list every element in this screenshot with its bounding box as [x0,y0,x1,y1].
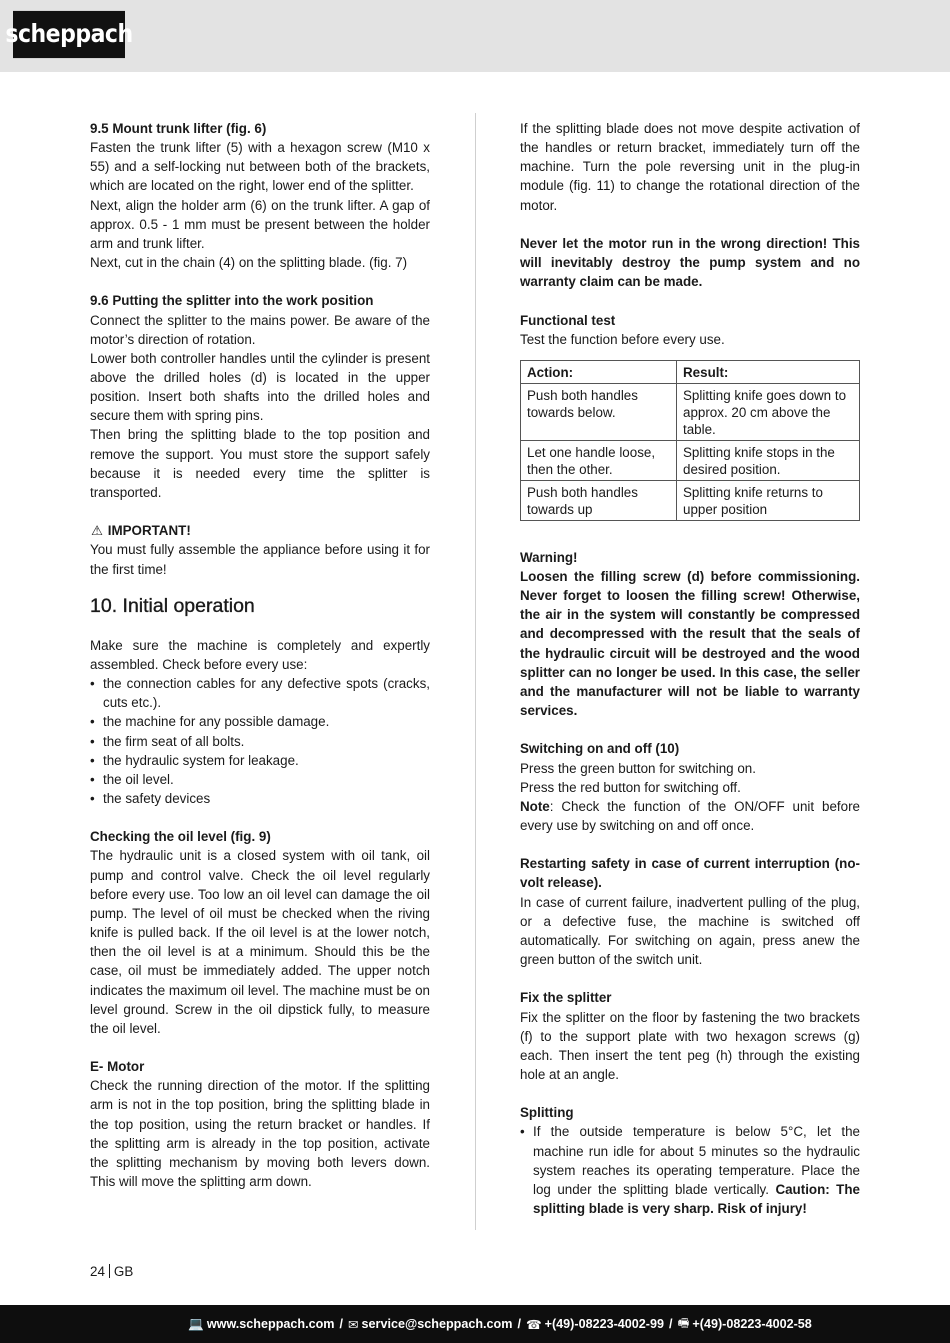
list-item: • the safety devices [90,789,430,808]
footer-separator: / [339,1317,343,1331]
warning-text: Loosen the filling screw (d) before commissioning. Never forget to loosen the filling screw! Otherwise, the air in the system will constantly be compressed and decompressed with the result that the seals of the hydraulic circuit will be destroyed and the wood splitter can no longer be used. In this case, the seller and the manufacturer will not be liable to warranty services. [520,569,860,719]
fax-icon: 🖷 [677,1315,690,1330]
footer-phone: +(49)-08223-4002-99 [544,1317,665,1331]
table-cell: Splitting knife returns to upper position [677,480,860,520]
warning-title: Warning! [520,549,578,565]
page-number-divider [109,1264,110,1278]
splitting-title: Splitting [520,1105,574,1121]
section-9-6-paragraph-3: Then bring the splitting blade to the top position and remove the support. You must store the support safely because it is needed every time the splitter is transported. [90,427,430,500]
logo-text: scheppach [5,20,133,49]
oil-level-title: Checking the oil level (fig. 9) [90,829,271,845]
motor-continued-text: If the splitting blade does not move despite activation of the handles or return bracket, immediately turn off the machine. Turn the pole reversing unit in the plug-in module (fig. 11) to change the rotational direction of the motor. [520,121,860,213]
functional-test-table [520,360,860,521]
never-wrong-direction-warning: Never let the motor run in the wrong direction! This will inevitably destroy the pump system and no warranty claim can be made. [520,235,860,290]
important-heading [90,521,430,540]
left-column [90,119,430,1191]
list-item: • the connection cables for any defective spots (cracks, cuts etc.). [90,674,430,712]
list-item: • the firm seat of all bolts. [90,732,430,751]
splitting-text: If the outside temperature is below 5°C, let the machine run idle for about 5 minutes so the hydraulic system reaches its operating temperature. Place the log under the splitting blade vertically. [533,1124,860,1197]
footer-email-link[interactable]: service@scheppach.com [361,1317,513,1331]
table-row [521,383,860,440]
page-number [90,1264,133,1279]
list-item: • the hydraulic system for leakage. [90,751,430,770]
splitting-list [520,1122,860,1218]
table-cell: Splitting knife stops in the desired position. [677,440,860,480]
scheppach-logo [5,11,133,58]
computer-icon: 💻 [188,1316,204,1331]
e-motor-title: E- Motor [90,1059,145,1075]
section-9-6-title: 9.6 Putting the splitter into the work position [90,293,374,309]
table-header-row [521,360,860,383]
table-cell: Splitting knife goes down to approx. 20 cm above the table. [677,383,860,440]
footer-separator: / [517,1317,521,1331]
header-band [0,0,950,72]
list-item: • the machine for any possible damage. [90,712,430,731]
note-label: Note [520,798,550,814]
section-9-5-paragraph-3: Next, cut in the chain (4) on the splitting blade. (fig. 7) [90,255,408,271]
page-number-value: 24 [90,1264,105,1279]
oil-level-text: The hydraulic unit is a closed system with oil tank, oil pump and control valve. Check the oil level regularly before every use. Too low an oil level can damage the oil pump. The level of oil must be checked when the riving knife is pulled back. If the oil level is at the lower notch, then the oil level is at a minimum. Should this be the case, oil must be immediately added. The upper notch indicates the maximum oil level. The machine must be on level ground. Screw in the oil dipstick fully, to measure the oil level. [90,848,430,1036]
right-column [520,119,860,1218]
list-item: • the oil level. [90,770,430,789]
section-9-5-title: 9.5 Mount trunk lifter (fig. 6) [90,121,267,136]
table-header-result: Result: [677,360,860,383]
note-paragraph [520,797,860,835]
important-text: You must fully assemble the appliance before using it for the first time! [90,542,430,577]
restart-safety-title: Restarting safety in case of current interruption (no-volt release). [520,856,860,891]
switching-off-text: Press the red button for switching off. [520,779,741,795]
email-icon: ✉ [347,1317,359,1332]
functional-test-text: Test the function before every use. [520,331,725,347]
important-title: IMPORTANT! [107,523,191,539]
table-header-action: Action: [521,360,677,383]
list-item [520,1122,860,1218]
table-cell: Let one handle loose, then the other. [521,440,677,480]
fix-splitter-text: Fix the splitter on the floor by fastening the two brackets (f) to the support plate with two hexagon screws (g) each. Then insert the tent peg (h) through the existing hole at an angle. [520,1009,860,1083]
table-cell: Push both handles towards up [521,480,677,520]
section-9-6-paragraph-1: Connect the splitter to the mains power. Be aware of the motor’s direction of rotation. [90,312,430,347]
table-cell: Push both handles towards below. [521,383,677,440]
footer-contact-bar [0,1305,950,1343]
checklist [90,674,430,808]
switching-on-text: Press the green button for switching on. [520,760,756,776]
section-9-5-paragraph-2: Next, align the holder arm (6) on the trunk lifter. A gap of approx. 0.5 - 1 mm must be present between the holder arm and trunk lifter. [90,197,430,251]
switching-title: Switching on and off (10) [520,741,680,757]
note-text: : Check the function of the ON/OFF unit before every use by switching on and off once. [520,798,860,834]
table-row [521,440,860,480]
e-motor-text: Check the running direction of the motor. If the splitting arm is not in the top position, bring the splitting blade in the top position, using the return bracket or handles. If the splitting arm is already in the top position, activate the splitting mechanism by moving both levers down. This will move the splitting arm down. [90,1078,430,1190]
warning-triangle-icon: ⚠ [90,523,103,539]
section-9-6-paragraph-2: Lower both controller handles until the cylinder is present above the drilled holes (d) is located in the upper position. Insert both shafts into the drilled holes and secure them with spring pins. [90,350,430,424]
section-9-5-paragraph-1: Fasten the trunk lifter (5) with a hexagon screw (M10 x 55) and a self-locking nut between both of the brackets, which are located on the right, lower end of the splitter. [90,140,430,194]
phone-icon: ☎ [525,1317,542,1332]
fix-splitter-title: Fix the splitter [520,990,612,1006]
section-10-title: 10. Initial operation [90,594,255,617]
footer-website-link[interactable]: www.scheppach.com [206,1317,335,1331]
splitting-caution: Caution: The splitting blade is very sharp. Risk of injury! [533,1181,860,1217]
section-10-intro: Make sure the machine is completely and expertly assembled. Check before every use: [90,637,430,672]
table-row [521,480,860,520]
footer-fax: +(49)-08223-4002-58 [692,1317,812,1331]
footer-separator: / [669,1317,673,1331]
restart-safety-text: In case of current failure, inadvertent pulling of the plug, or a defective fuse, the machine is switched off automatically. For switching on again, press anew the green button of the switch unit. [520,894,860,968]
page-language: GB [113,1264,134,1279]
functional-test-title: Functional test [520,312,616,328]
column-divider [475,113,476,1230]
